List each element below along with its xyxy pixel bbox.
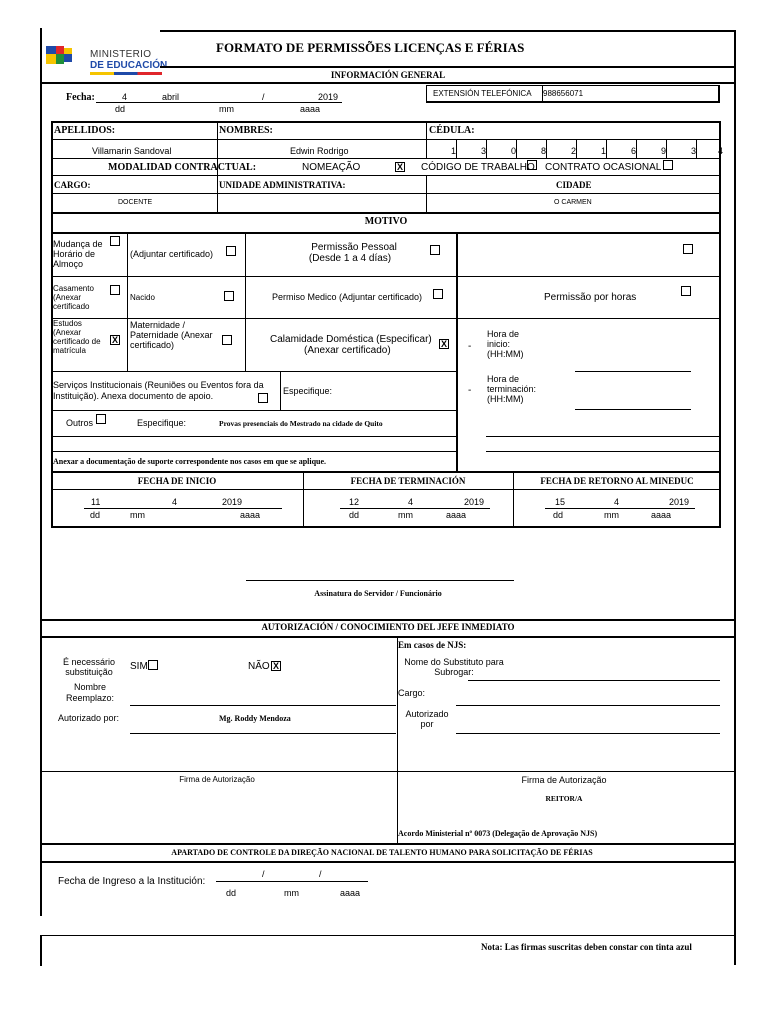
rule (51, 175, 721, 176)
cedula-digit: 1 (601, 146, 607, 156)
ingreso-dd: dd (226, 888, 237, 898)
termino-label: FECHA DE TERMINACIÓN (350, 476, 466, 486)
cedula-cell-divider (666, 140, 667, 158)
retorno-month: 4 (614, 497, 620, 507)
cedula-digit: 0 (511, 146, 517, 156)
contrato-checkbox[interactable] (663, 160, 673, 170)
cedula-digit: 2 (571, 146, 577, 156)
horas-label: Permissão por horas (544, 292, 637, 303)
apellidos-label: APELLIDOS: (54, 125, 116, 136)
frame-right (734, 30, 736, 965)
ingreso-slash1: / (262, 869, 265, 879)
ferias-top (40, 843, 736, 845)
frame-top (160, 30, 736, 32)
servicos-label: Serviços Institucionais (Reuniões ou Eventos fora da Instituição). Anexa documento de apoio. (53, 380, 264, 401)
hora-inicio-line[interactable] (575, 371, 691, 372)
fecha-dd: dd (115, 104, 126, 114)
retorno-label: FECHA DE RETORNO AL MINEDUC (540, 476, 694, 486)
ferias-heading: APARTADO DE CONTROLE DA DIREÇÃO NACIONAL DE TALENTO HUMANO PARA SOLICITAÇÃO DE FÉRIAS (171, 848, 593, 857)
rule (51, 436, 457, 437)
cidade-value: O CARMEN (554, 199, 592, 206)
general-heading-line (40, 82, 736, 84)
cargo-njs-line[interactable] (456, 705, 720, 706)
mudanca-label: Mudança de Horário de Almoço (53, 239, 103, 269)
inicio-month: 4 (172, 497, 178, 507)
especifique-label: Especifique: (283, 386, 333, 396)
rule (51, 276, 721, 277)
reitor-label: REITOR/A (545, 794, 583, 803)
cargo-label: CARGO: (54, 180, 91, 190)
medico-checkbox[interactable] (433, 289, 443, 299)
cedula-cell-divider (636, 140, 637, 158)
termino-year: 2019 (464, 497, 485, 507)
hora-termino-line[interactable] (575, 409, 691, 410)
permissao-pessoal: Permissão Pessoal (311, 242, 397, 253)
right-lines (486, 451, 720, 452)
autorizado-por-label: Autorizado por: (58, 713, 120, 723)
nombre-reemplazo-label: Nombre Reemplazo: (65, 682, 115, 703)
permissao-pessoal-sub: (Desde 1 a 4 días) (308, 253, 392, 264)
maternidade-label: Maternidade / Paternidade (Anexar certificado) (130, 320, 213, 350)
signature-line[interactable] (246, 580, 514, 581)
modalidad-label: MODALIDAD CONTRACTUAL: (108, 162, 257, 173)
fecha-aaaa: aaaa (300, 104, 321, 114)
njs-auth-line (456, 733, 720, 734)
hora-inicio-label: Hora de inicio: (HH:MM) (487, 329, 524, 359)
page-title: FORMATO DE PERMISSÕES LICENÇAS E FÉRIAS (216, 40, 525, 55)
auth-mid (40, 771, 736, 772)
autorizado-por2-label: Autorizado por (405, 709, 449, 729)
calamidade-checkbox[interactable]: X (440, 339, 447, 349)
sim-label: SIM (130, 661, 148, 672)
apellidos-value: Villamarin Sandoval (92, 146, 172, 156)
unidade-label: UNIDADE ADMINISTRATIVA: (219, 180, 346, 190)
retorno-year: 2019 (669, 497, 690, 507)
row1-right-checkbox[interactable] (683, 244, 693, 254)
cargo-value: DOCENTE (118, 199, 153, 206)
cedula-cell-divider (546, 140, 547, 158)
rule (51, 471, 721, 473)
nao-checkbox[interactable]: X (272, 661, 279, 671)
codigo-checkbox[interactable] (527, 160, 537, 170)
rule (51, 410, 457, 411)
outros-label: Outros (66, 418, 94, 428)
servicos-checkbox[interactable] (258, 393, 268, 403)
retorno-dd: dd (553, 510, 564, 520)
rule (51, 212, 721, 214)
estudos-label: Estudos (Anexar certificado de matrícula (53, 319, 101, 355)
cedula-cell-divider (486, 140, 487, 158)
auth-heading: AUTORIZACIÓN / CONOCIMIENTO DEL JEFE INMEDIATO (261, 622, 515, 632)
cedula-digit: 3 (691, 146, 697, 156)
medico-label: Permiso Medico (Adjuntar certificado) (272, 292, 423, 302)
cedula-label: CÉDULA: (429, 125, 475, 136)
inicio-day: 11 (91, 497, 101, 507)
cedula-digit: 8 (541, 146, 547, 156)
permissao-pessoal-checkbox[interactable] (430, 245, 440, 255)
nao-label: NÃO (248, 661, 270, 672)
sim-checkbox[interactable] (148, 660, 158, 670)
extension-label: EXTENSIÓN TELEFÓNICA (433, 89, 532, 98)
retorno-day: 15 (555, 497, 566, 507)
rule (51, 318, 721, 319)
cedula-digit: 3 (481, 146, 487, 156)
inicio-year: 2019 (222, 497, 243, 507)
cedula-digit: 4 (718, 146, 724, 156)
especifique-text: Provas presenciais do Mestrado na cidade de Quito (219, 419, 383, 428)
ferias-heading-line (40, 861, 736, 863)
extension-value: 988656071 (543, 89, 584, 98)
termino-mm: mm (398, 510, 413, 520)
logo-stripe (90, 72, 162, 75)
fecha-year: 2019 (318, 92, 339, 102)
rule (51, 232, 721, 234)
ingreso-mm: mm (284, 888, 299, 898)
rule (127, 232, 128, 371)
cedula-digit: 1 (451, 146, 457, 156)
rule (280, 371, 281, 410)
nomeacao-checkbox[interactable]: X (396, 162, 403, 172)
general-heading: INFORMACIÓN GENERAL (330, 70, 446, 80)
especifique2-label: Especifique: (137, 418, 187, 428)
inicio-dd: dd (90, 510, 101, 520)
ingreso-label: Fecha de Ingreso a la Institución: (58, 876, 206, 887)
termino-day: 12 (349, 497, 360, 507)
contrato-label: CONTRATO OCASIONAL (545, 162, 662, 173)
autorizado-nombre: Mg. Roddy Mendoza (219, 714, 291, 723)
rule (51, 489, 721, 490)
logo-line1: MINISTERIO (90, 49, 152, 60)
nacido-checkbox[interactable] (224, 291, 234, 301)
codigo-label: CÓDIGO DE TRABALHO (421, 162, 535, 173)
signature-label: Assinatura do Servidor / Funcionário (314, 589, 442, 598)
cedula-digits (426, 140, 746, 158)
rule (245, 232, 246, 371)
cedula-cell-divider (606, 140, 607, 158)
rule (303, 471, 304, 528)
right-lines (486, 436, 720, 437)
bottom-rule (40, 935, 736, 936)
anexar-note: Anexar a documentação de suporte correspondente nos casos em que se aplique. (53, 457, 327, 466)
casamento-checkbox[interactable] (110, 285, 120, 295)
nota: Nota: Las firmas suscritas deben constar con tinta azul (481, 942, 692, 952)
inicio-underline (84, 508, 282, 509)
rule (51, 193, 721, 194)
termino-aaaa: aaaa (446, 510, 467, 520)
cedula-cell-divider (456, 140, 457, 158)
hora-termino-label: Hora de terminación: (HH:MM) (487, 374, 537, 404)
ministry-logo (44, 42, 168, 76)
rule (513, 471, 514, 528)
rule (51, 451, 457, 452)
calamidade-label: Calamidade Doméstica (Especificar) (270, 334, 432, 345)
fecha-mm: mm (219, 104, 234, 114)
rule (51, 371, 457, 372)
nombres-label: NOMBRES: (219, 125, 273, 136)
adjuntar-checkbox[interactable] (226, 246, 236, 256)
rule (456, 232, 458, 472)
nombres-value: Edwin Rodrigo (290, 146, 349, 156)
outros-checkbox[interactable] (96, 414, 106, 424)
acordo-label: Acordo Ministerial nº 0073 (Delegação de Aprovação NJS) (398, 829, 598, 838)
rule (51, 158, 721, 159)
termino-dd: dd (349, 510, 360, 520)
autorizado-line (130, 733, 396, 734)
general-bar (160, 66, 736, 68)
fecha-label: Fecha: (66, 92, 95, 103)
substituto-line[interactable] (468, 680, 720, 681)
nomeacao-label: NOMEAÇÃO (302, 162, 361, 173)
casamento-label: Casamento (Anexar certificado (53, 284, 94, 311)
dash-2: - (468, 385, 472, 396)
auth-heading-line (40, 636, 736, 638)
cedula-cell-divider (516, 140, 517, 158)
ingreso-slash2: / (319, 869, 322, 879)
necessario-label: É necessário substituição (62, 657, 116, 677)
cedula-digit: 6 (631, 146, 637, 156)
firma-left: Firma de Autorização (179, 775, 255, 784)
termino-month: 4 (408, 497, 414, 507)
reemplazo-line[interactable] (130, 705, 396, 706)
inicio-label: FECHA DE INICIO (137, 476, 217, 486)
nacido-label: Nacido (130, 293, 155, 302)
horas-checkbox[interactable] (681, 286, 691, 296)
dash-1: - (468, 341, 472, 352)
adjuntar-label: (Adjuntar certificado) (130, 249, 214, 259)
logo-mark-icon (44, 42, 84, 74)
cedula-cell-divider (576, 140, 577, 158)
retorno-underline (545, 508, 695, 509)
ingreso-line[interactable] (216, 881, 368, 882)
maternidade-checkbox[interactable] (222, 335, 232, 345)
njs-heading: Em casos de NJS: (398, 640, 467, 650)
frame-left (40, 28, 42, 916)
inicio-mm: mm (130, 510, 145, 520)
motivo-heading: MOTIVO (364, 216, 408, 227)
calamidade-sub: (Anexar certificado) (304, 345, 391, 356)
cedula-cell-divider (696, 140, 697, 158)
fecha-underline (96, 102, 342, 103)
firma-right: Firma de Autorização (521, 775, 607, 785)
mudanca-checkbox[interactable] (110, 236, 120, 246)
fecha-month: abril (162, 92, 180, 102)
fecha-day: 4 (122, 92, 128, 102)
ingreso-aaaa: aaaa (340, 888, 361, 898)
estudos-checkbox[interactable]: X (111, 335, 118, 345)
cargo-label-njs: Cargo: (398, 688, 426, 698)
cedula-digit: 9 (661, 146, 667, 156)
inicio-aaaa: aaaa (240, 510, 261, 520)
auth-top (40, 619, 736, 621)
retorno-mm: mm (604, 510, 619, 520)
rule (426, 176, 427, 213)
fecha-slash: / (262, 92, 265, 102)
retorno-aaaa: aaaa (651, 510, 672, 520)
logo-line2: DE EDUCACIÓN (90, 60, 168, 71)
termino-underline (340, 508, 490, 509)
nombre-substituto-label: Nome do Substituto para Subrogar: (404, 657, 504, 677)
frame-left-bottom (40, 936, 42, 966)
cidade-label: CIDADE (556, 180, 592, 190)
